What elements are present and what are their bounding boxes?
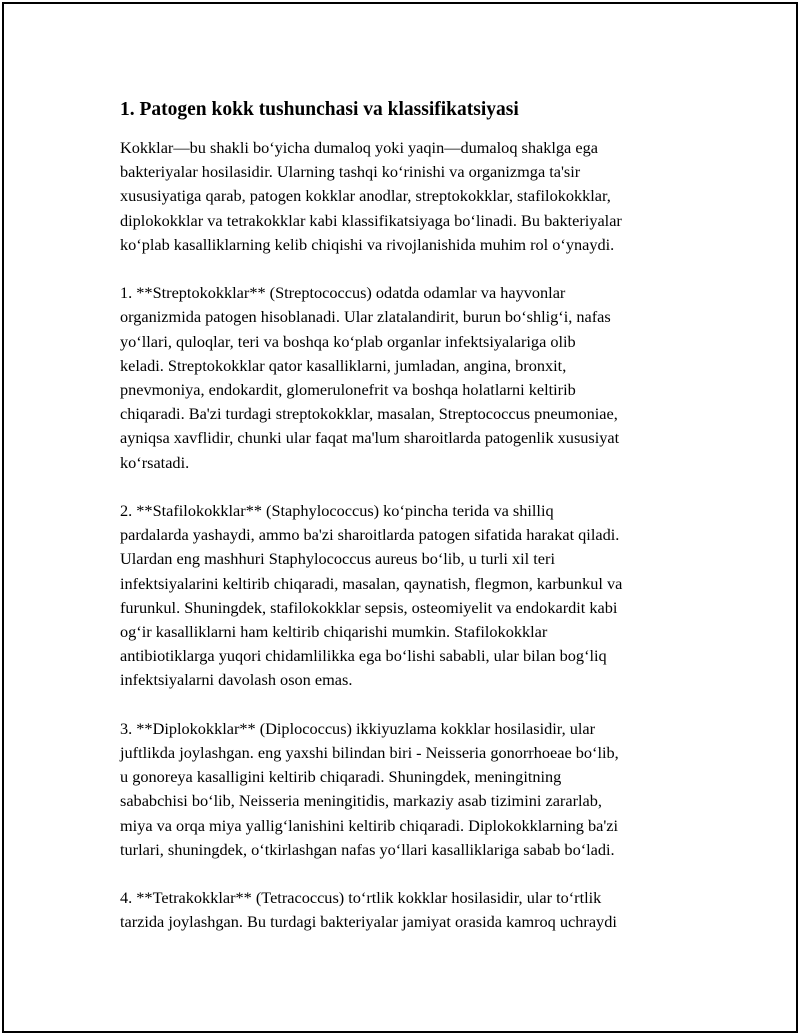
text-line: xususiyatiga qarab, patogen kokklar anodlar, streptokokklar, stafilokokklar,	[120, 186, 611, 206]
text-line: pardalarda yashaydi, ammo ba'zi sharoitlarda patogen sifatida harakat qiladi.	[120, 525, 620, 545]
text-line: sababchisi bo‘lib, Neisseria meningitidis, markaziy asab tizimini zararlab,	[120, 791, 602, 811]
text-line: ko‘plab kasalliklarning kelib chiqishi va rivojlanishida muhim rol o‘ynaydi.	[120, 234, 615, 254]
staphylococcus-paragraph	[120, 499, 700, 693]
document-body	[120, 98, 700, 959]
text-line: miya va orqa miya yallig‘lanishini keltirib chiqaradi. Diplokokklarning ba'zi	[120, 815, 619, 835]
text-line: tarzida joylashgan. Bu turdagi bakteriyalar jamiyat orasida kamroq uchraydi	[120, 912, 617, 932]
section-heading: 1. Patogen kokk tushunchasi va klassifikatsiyasi	[120, 99, 519, 120]
intro-paragraph	[120, 136, 700, 257]
text-line: diplokokklar va tetrakokklar kabi klassifikatsiyaga bo‘linadi. Bu bakteriyalar	[120, 210, 622, 230]
text-line: ko‘rsatadi.	[120, 452, 190, 472]
text-line: organizmida patogen hisoblanadi. Ular zlatalandirit, burun bo‘shlig‘i, nafas	[120, 307, 611, 327]
text-line: Kokklar—bu shakli bo‘yicha dumaloq yoki yaqin—dumaloq shaklga ega	[120, 138, 598, 157]
text-line: bakteriyalar hosilasidir. Ularning tashqi ko‘rinishi va organizmga ta'sir	[120, 162, 581, 182]
text-line: yo‘llari, quloqlar, teri va boshqa ko‘plab organlar infektsiyalariga olib	[120, 331, 576, 351]
text-line: turlari, shuningdek, o‘tkirlashgan nafas yo‘llari kasalliklariga sabab bo‘ladi.	[120, 839, 615, 859]
text-line: chiqaradi. Ba'zi turdagi streptokokklar, masalan, Streptococcus pneumoniae,	[120, 404, 618, 424]
text-line: infektsiyalarni davolash oson emas.	[120, 670, 353, 690]
text-line: 1. **Streptokokklar** (Streptococcus) odatda odamlar va hayvonlar	[120, 283, 566, 303]
text-line: 2. **Stafilokokklar** (Staphylococcus) ko‘pincha terida va shilliq	[120, 501, 554, 521]
diplococcus-paragraph	[120, 717, 700, 862]
text-line: furunkul. Shuningdek, stafilokokklar sepsis, osteomiyelit va endokardit kabi	[120, 597, 618, 617]
text-line: juftlikda joylashgan. eng yaxshi bilindan biri - Neisseria gonorrhoeae bo‘lib,	[120, 743, 619, 763]
document-page	[2, 2, 798, 1033]
text-line: 4. **Tetrakokklar** (Tetracoccus) to‘rtlik kokklar hosilasidir, ular to‘rtlik	[120, 888, 602, 908]
text-line: 3. **Diplokokklar** (Diplococcus) ikkiyuzlama kokklar hosilasidir, ular	[120, 718, 596, 738]
text-line: antibiotiklarga yuqori chidamlilikka ega bo‘lishi sababli, ular bilan bog‘liq	[120, 646, 607, 666]
paragraph-list	[120, 136, 700, 935]
text-line: ayniqsa xavflidir, chunki ular faqat ma'lum sharoitlarda patogenlik xususiyat	[120, 428, 620, 448]
streptococcus-paragraph	[120, 281, 700, 475]
text-line: u gonoreya kasalligini keltirib chiqaradi. Shuningdek, meningitning	[120, 767, 562, 787]
text-line: Ulardan eng mashhuri Staphylococcus aureus bo‘lib, u turli xil teri	[120, 549, 555, 569]
text-line: infektsiyalarini keltirib chiqaradi, masalan, qaynatish, flegmon, karbunkul va	[120, 573, 623, 593]
tetracoccus-paragraph	[120, 886, 700, 934]
text-line: pnevmoniya, endokardit, glomerulonefrit va boshqa holatlarni keltirib	[120, 380, 576, 400]
text-line: keladi. Streptokokklar qator kasalliklarni, jumladan, angina, bronxit,	[120, 355, 567, 375]
text-line: og‘ir kasalliklarni ham keltirib chiqarishi mumkin. Stafilokokklar	[120, 622, 548, 642]
